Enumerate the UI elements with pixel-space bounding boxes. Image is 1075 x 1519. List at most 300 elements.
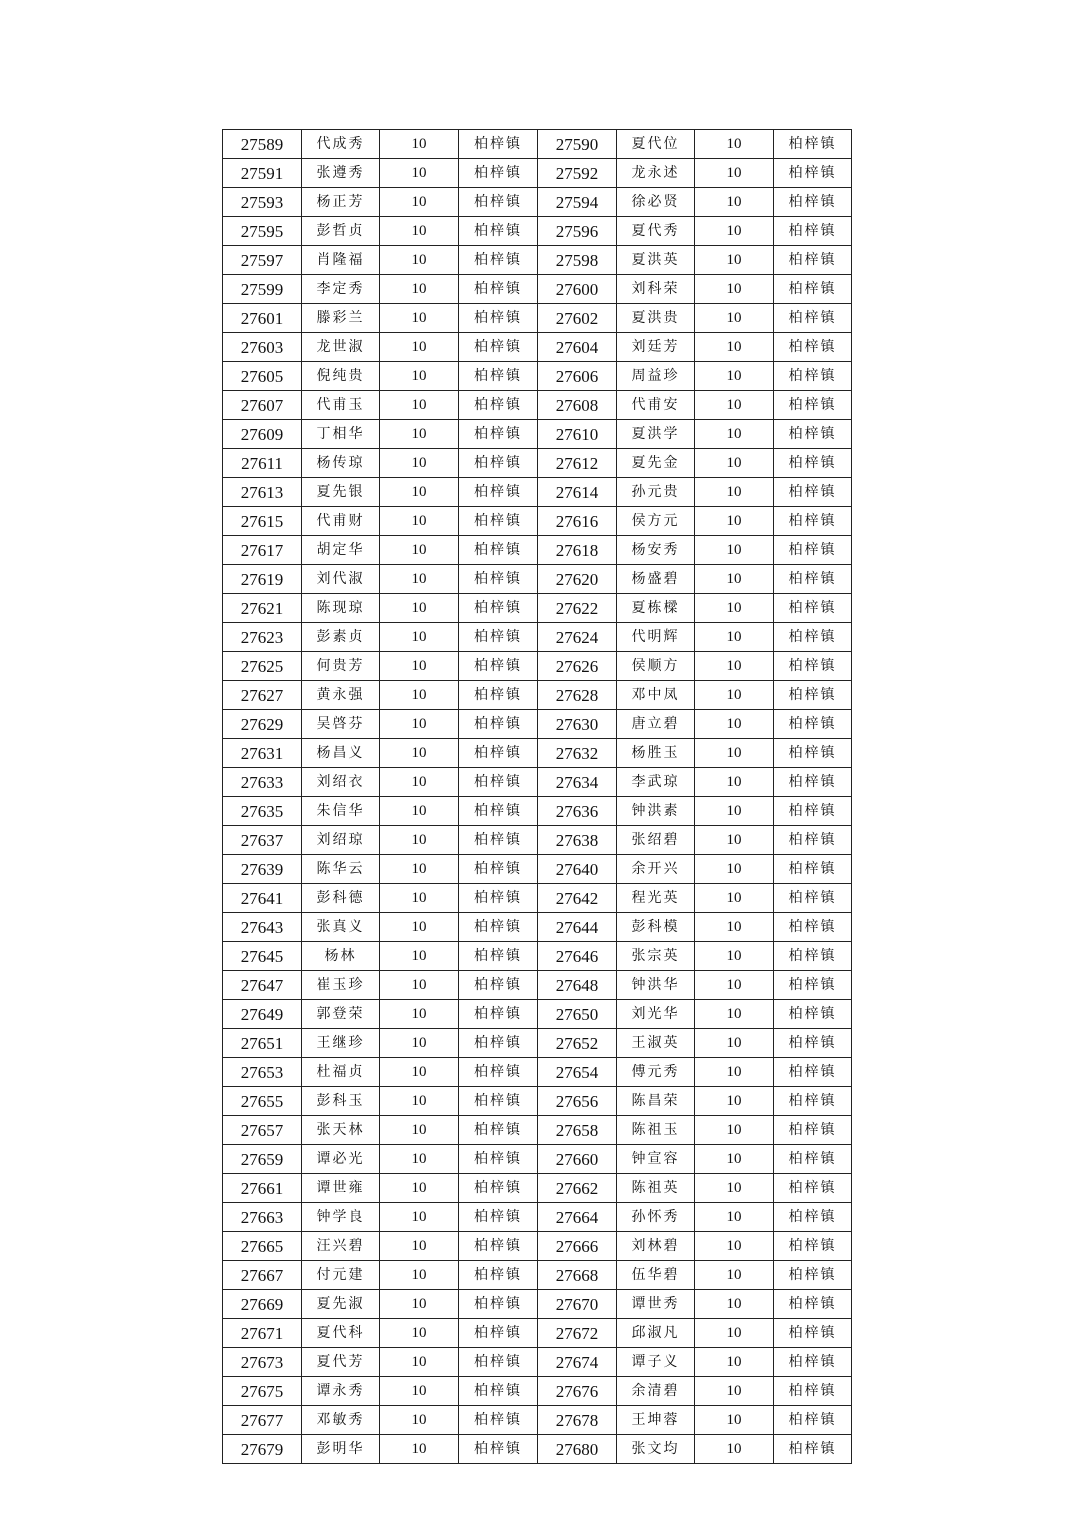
amount-cell: 10: [695, 333, 774, 362]
amount-cell: 10: [695, 1290, 774, 1319]
town-cell: 柏梓镇: [459, 565, 538, 594]
record-id-cell: 27621: [223, 594, 302, 623]
record-id-cell: 27600: [538, 275, 617, 304]
town-cell: 柏梓镇: [774, 652, 852, 681]
table-row: [223, 1087, 852, 1116]
record-id-cell: 27632: [538, 739, 617, 768]
person-name-cell: 吴啓芬: [302, 710, 380, 739]
amount-cell: 10: [695, 710, 774, 739]
person-name-cell: 张天林: [302, 1116, 380, 1145]
record-id-cell: 27598: [538, 246, 617, 275]
record-id-cell: 27597: [223, 246, 302, 275]
record-id-cell: 27661: [223, 1174, 302, 1203]
table-row: [223, 1406, 852, 1435]
person-name-cell: 周益珍: [617, 362, 695, 391]
record-id-cell: 27639: [223, 855, 302, 884]
amount-cell: 10: [695, 1087, 774, 1116]
amount-cell: 10: [695, 478, 774, 507]
record-id-cell: 27642: [538, 884, 617, 913]
town-cell: 柏梓镇: [459, 623, 538, 652]
amount-cell: 10: [380, 1377, 459, 1406]
amount-cell: 10: [380, 855, 459, 884]
amount-cell: 10: [695, 739, 774, 768]
record-id-cell: 27636: [538, 797, 617, 826]
amount-cell: 10: [695, 855, 774, 884]
amount-cell: 10: [380, 884, 459, 913]
table-row: [223, 797, 852, 826]
town-cell: 柏梓镇: [774, 1261, 852, 1290]
amount-cell: 10: [380, 1435, 459, 1464]
amount-cell: 10: [380, 1319, 459, 1348]
town-cell: 柏梓镇: [459, 1116, 538, 1145]
town-cell: 柏梓镇: [774, 913, 852, 942]
record-id-cell: 27668: [538, 1261, 617, 1290]
amount-cell: 10: [695, 1319, 774, 1348]
person-name-cell: 孙元贵: [617, 478, 695, 507]
town-cell: 柏梓镇: [774, 1087, 852, 1116]
person-name-cell: 夏先金: [617, 449, 695, 478]
record-id-cell: 27622: [538, 594, 617, 623]
amount-cell: 10: [380, 623, 459, 652]
amount-cell: 10: [695, 1435, 774, 1464]
town-cell: 柏梓镇: [774, 1319, 852, 1348]
amount-cell: 10: [695, 1232, 774, 1261]
town-cell: 柏梓镇: [459, 1377, 538, 1406]
record-id-cell: 27658: [538, 1116, 617, 1145]
person-name-cell: 伍华碧: [617, 1261, 695, 1290]
amount-cell: 10: [695, 681, 774, 710]
town-cell: 柏梓镇: [459, 1087, 538, 1116]
record-id-cell: 27653: [223, 1058, 302, 1087]
town-cell: 柏梓镇: [774, 246, 852, 275]
amount-cell: 10: [380, 652, 459, 681]
town-cell: 柏梓镇: [774, 130, 852, 159]
town-cell: 柏梓镇: [459, 768, 538, 797]
record-id-cell: 27608: [538, 391, 617, 420]
person-name-cell: 崔玉珍: [302, 971, 380, 1000]
table-row: [223, 246, 852, 275]
table-row: [223, 1029, 852, 1058]
amount-cell: 10: [380, 1348, 459, 1377]
town-cell: 柏梓镇: [774, 710, 852, 739]
record-id-cell: 27616: [538, 507, 617, 536]
table-row: [223, 217, 852, 246]
person-name-cell: 夏洪英: [617, 246, 695, 275]
person-name-cell: 龙世淑: [302, 333, 380, 362]
amount-cell: 10: [695, 246, 774, 275]
table-row: [223, 188, 852, 217]
person-name-cell: 刘绍衣: [302, 768, 380, 797]
person-name-cell: 陈祖玉: [617, 1116, 695, 1145]
town-cell: 柏梓镇: [774, 391, 852, 420]
amount-cell: 10: [695, 1261, 774, 1290]
table-row: [223, 768, 852, 797]
record-id-cell: 27640: [538, 855, 617, 884]
amount-cell: 10: [380, 565, 459, 594]
record-id-cell: 27650: [538, 1000, 617, 1029]
person-name-cell: 杨昌义: [302, 739, 380, 768]
record-id-cell: 27607: [223, 391, 302, 420]
table-row: [223, 971, 852, 1000]
town-cell: 柏梓镇: [774, 1377, 852, 1406]
amount-cell: 10: [695, 1058, 774, 1087]
person-name-cell: 余开兴: [617, 855, 695, 884]
record-id-cell: 27618: [538, 536, 617, 565]
amount-cell: 10: [380, 1058, 459, 1087]
person-name-cell: 夏洪学: [617, 420, 695, 449]
record-id-cell: 27657: [223, 1116, 302, 1145]
person-name-cell: 谭必光: [302, 1145, 380, 1174]
record-id-cell: 27678: [538, 1406, 617, 1435]
person-name-cell: 徐必贤: [617, 188, 695, 217]
record-id-cell: 27675: [223, 1377, 302, 1406]
amount-cell: 10: [380, 507, 459, 536]
table-row: [223, 1145, 852, 1174]
person-name-cell: 彭科玉: [302, 1087, 380, 1116]
person-name-cell: 倪纯贵: [302, 362, 380, 391]
person-name-cell: 李定秀: [302, 275, 380, 304]
person-name-cell: 夏代科: [302, 1319, 380, 1348]
person-name-cell: 黄永强: [302, 681, 380, 710]
amount-cell: 10: [695, 217, 774, 246]
person-name-cell: 杜福贞: [302, 1058, 380, 1087]
person-name-cell: 杨传琼: [302, 449, 380, 478]
record-id-cell: 27591: [223, 159, 302, 188]
town-cell: 柏梓镇: [459, 391, 538, 420]
town-cell: 柏梓镇: [774, 1000, 852, 1029]
person-name-cell: 杨胜玉: [617, 739, 695, 768]
person-name-cell: 杨安秀: [617, 536, 695, 565]
town-cell: 柏梓镇: [459, 942, 538, 971]
record-id-cell: 27610: [538, 420, 617, 449]
table-row: [223, 275, 852, 304]
amount-cell: 10: [695, 362, 774, 391]
record-id-cell: 27601: [223, 304, 302, 333]
person-name-cell: 陈华云: [302, 855, 380, 884]
person-name-cell: 夏代秀: [617, 217, 695, 246]
person-name-cell: 邓中凤: [617, 681, 695, 710]
record-id-cell: 27665: [223, 1232, 302, 1261]
roster-table: [222, 129, 852, 1464]
town-cell: 柏梓镇: [774, 1145, 852, 1174]
person-name-cell: 彭科德: [302, 884, 380, 913]
amount-cell: 10: [695, 420, 774, 449]
amount-cell: 10: [695, 449, 774, 478]
amount-cell: 10: [695, 536, 774, 565]
amount-cell: 10: [380, 536, 459, 565]
table-row: [223, 1232, 852, 1261]
amount-cell: 10: [695, 623, 774, 652]
table-row: [223, 1319, 852, 1348]
amount-cell: 10: [695, 1029, 774, 1058]
record-id-cell: 27673: [223, 1348, 302, 1377]
person-name-cell: 代明辉: [617, 623, 695, 652]
town-cell: 柏梓镇: [774, 1203, 852, 1232]
table-row: [223, 652, 852, 681]
town-cell: 柏梓镇: [774, 681, 852, 710]
table-row: [223, 159, 852, 188]
record-id-cell: 27614: [538, 478, 617, 507]
town-cell: 柏梓镇: [774, 594, 852, 623]
amount-cell: 10: [695, 159, 774, 188]
record-id-cell: 27593: [223, 188, 302, 217]
record-id-cell: 27677: [223, 1406, 302, 1435]
person-name-cell: 刘科荣: [617, 275, 695, 304]
person-name-cell: 陈昌荣: [617, 1087, 695, 1116]
record-id-cell: 27631: [223, 739, 302, 768]
record-id-cell: 27592: [538, 159, 617, 188]
town-cell: 柏梓镇: [459, 536, 538, 565]
town-cell: 柏梓镇: [774, 478, 852, 507]
record-id-cell: 27644: [538, 913, 617, 942]
person-name-cell: 彭科模: [617, 913, 695, 942]
record-id-cell: 27609: [223, 420, 302, 449]
table-row: [223, 1261, 852, 1290]
town-cell: 柏梓镇: [774, 797, 852, 826]
town-cell: 柏梓镇: [459, 159, 538, 188]
person-name-cell: 张绍碧: [617, 826, 695, 855]
amount-cell: 10: [695, 884, 774, 913]
record-id-cell: 27670: [538, 1290, 617, 1319]
amount-cell: 10: [695, 1203, 774, 1232]
amount-cell: 10: [695, 1116, 774, 1145]
person-name-cell: 刘光华: [617, 1000, 695, 1029]
record-id-cell: 27615: [223, 507, 302, 536]
amount-cell: 10: [380, 971, 459, 1000]
town-cell: 柏梓镇: [774, 362, 852, 391]
town-cell: 柏梓镇: [774, 420, 852, 449]
record-id-cell: 27655: [223, 1087, 302, 1116]
town-cell: 柏梓镇: [774, 1174, 852, 1203]
person-name-cell: 陈祖英: [617, 1174, 695, 1203]
person-name-cell: 程光英: [617, 884, 695, 913]
person-name-cell: 代甫财: [302, 507, 380, 536]
record-id-cell: 27647: [223, 971, 302, 1000]
amount-cell: 10: [695, 971, 774, 1000]
table-row: [223, 1058, 852, 1087]
table-row: [223, 1348, 852, 1377]
table-row: [223, 1116, 852, 1145]
record-id-cell: 27619: [223, 565, 302, 594]
town-cell: 柏梓镇: [459, 333, 538, 362]
amount-cell: 10: [380, 333, 459, 362]
town-cell: 柏梓镇: [459, 681, 538, 710]
record-id-cell: 27623: [223, 623, 302, 652]
record-id-cell: 27664: [538, 1203, 617, 1232]
amount-cell: 10: [380, 710, 459, 739]
amount-cell: 10: [380, 1261, 459, 1290]
amount-cell: 10: [380, 942, 459, 971]
person-name-cell: 滕彩兰: [302, 304, 380, 333]
town-cell: 柏梓镇: [459, 739, 538, 768]
table-row: [223, 594, 852, 623]
amount-cell: 10: [380, 304, 459, 333]
amount-cell: 10: [380, 391, 459, 420]
person-name-cell: 张真义: [302, 913, 380, 942]
amount-cell: 10: [380, 594, 459, 623]
town-cell: 柏梓镇: [459, 1000, 538, 1029]
record-id-cell: 27590: [538, 130, 617, 159]
record-id-cell: 27669: [223, 1290, 302, 1319]
person-name-cell: 侯方元: [617, 507, 695, 536]
town-cell: 柏梓镇: [774, 971, 852, 1000]
town-cell: 柏梓镇: [459, 1058, 538, 1087]
amount-cell: 10: [695, 942, 774, 971]
amount-cell: 10: [380, 478, 459, 507]
roster-table-body: [223, 130, 852, 1464]
person-name-cell: 谭子义: [617, 1348, 695, 1377]
record-id-cell: 27643: [223, 913, 302, 942]
table-row: [223, 1174, 852, 1203]
town-cell: 柏梓镇: [459, 884, 538, 913]
town-cell: 柏梓镇: [774, 739, 852, 768]
table-row: [223, 710, 852, 739]
amount-cell: 10: [695, 1145, 774, 1174]
person-name-cell: 夏栋樑: [617, 594, 695, 623]
amount-cell: 10: [380, 449, 459, 478]
amount-cell: 10: [695, 594, 774, 623]
record-id-cell: 27663: [223, 1203, 302, 1232]
amount-cell: 10: [695, 304, 774, 333]
table-row: [223, 420, 852, 449]
amount-cell: 10: [695, 1377, 774, 1406]
town-cell: 柏梓镇: [774, 942, 852, 971]
person-name-cell: 夏代位: [617, 130, 695, 159]
amount-cell: 10: [695, 768, 774, 797]
amount-cell: 10: [695, 826, 774, 855]
person-name-cell: 谭永秀: [302, 1377, 380, 1406]
person-name-cell: 夏洪贵: [617, 304, 695, 333]
amount-cell: 10: [380, 217, 459, 246]
record-id-cell: 27660: [538, 1145, 617, 1174]
record-id-cell: 27637: [223, 826, 302, 855]
record-id-cell: 27672: [538, 1319, 617, 1348]
town-cell: 柏梓镇: [459, 1319, 538, 1348]
record-id-cell: 27651: [223, 1029, 302, 1058]
record-id-cell: 27654: [538, 1058, 617, 1087]
person-name-cell: 彭明华: [302, 1435, 380, 1464]
town-cell: 柏梓镇: [459, 275, 538, 304]
person-name-cell: 唐立碧: [617, 710, 695, 739]
town-cell: 柏梓镇: [774, 188, 852, 217]
record-id-cell: 27666: [538, 1232, 617, 1261]
table-row: [223, 1290, 852, 1319]
record-id-cell: 27603: [223, 333, 302, 362]
person-name-cell: 龙永述: [617, 159, 695, 188]
amount-cell: 10: [695, 507, 774, 536]
person-name-cell: 夏代芳: [302, 1348, 380, 1377]
town-cell: 柏梓镇: [459, 913, 538, 942]
table-row: [223, 942, 852, 971]
town-cell: 柏梓镇: [459, 1029, 538, 1058]
record-id-cell: 27620: [538, 565, 617, 594]
record-id-cell: 27624: [538, 623, 617, 652]
table-row: [223, 1203, 852, 1232]
town-cell: 柏梓镇: [774, 1232, 852, 1261]
town-cell: 柏梓镇: [459, 855, 538, 884]
town-cell: 柏梓镇: [459, 971, 538, 1000]
record-id-cell: 27594: [538, 188, 617, 217]
town-cell: 柏梓镇: [459, 797, 538, 826]
record-id-cell: 27652: [538, 1029, 617, 1058]
table-row: [223, 913, 852, 942]
amount-cell: 10: [695, 913, 774, 942]
town-cell: 柏梓镇: [459, 1145, 538, 1174]
amount-cell: 10: [695, 652, 774, 681]
amount-cell: 10: [380, 362, 459, 391]
town-cell: 柏梓镇: [459, 217, 538, 246]
town-cell: 柏梓镇: [774, 1116, 852, 1145]
record-id-cell: 27648: [538, 971, 617, 1000]
table-row: [223, 855, 852, 884]
person-name-cell: 傅元秀: [617, 1058, 695, 1087]
person-name-cell: 汪兴碧: [302, 1232, 380, 1261]
record-id-cell: 27671: [223, 1319, 302, 1348]
record-id-cell: 27604: [538, 333, 617, 362]
person-name-cell: 郭登荣: [302, 1000, 380, 1029]
record-id-cell: 27596: [538, 217, 617, 246]
town-cell: 柏梓镇: [774, 623, 852, 652]
person-name-cell: 钟洪华: [617, 971, 695, 1000]
town-cell: 柏梓镇: [459, 1435, 538, 1464]
record-id-cell: 27635: [223, 797, 302, 826]
table-row: [223, 565, 852, 594]
amount-cell: 10: [380, 913, 459, 942]
person-name-cell: 夏先淑: [302, 1290, 380, 1319]
town-cell: 柏梓镇: [774, 449, 852, 478]
town-cell: 柏梓镇: [459, 1174, 538, 1203]
amount-cell: 10: [380, 1232, 459, 1261]
town-cell: 柏梓镇: [459, 478, 538, 507]
town-cell: 柏梓镇: [459, 652, 538, 681]
town-cell: 柏梓镇: [774, 1406, 852, 1435]
amount-cell: 10: [380, 768, 459, 797]
record-id-cell: 27679: [223, 1435, 302, 1464]
record-id-cell: 27626: [538, 652, 617, 681]
town-cell: 柏梓镇: [774, 1058, 852, 1087]
amount-cell: 10: [380, 739, 459, 768]
town-cell: 柏梓镇: [774, 1348, 852, 1377]
record-id-cell: 27633: [223, 768, 302, 797]
person-name-cell: 谭世雍: [302, 1174, 380, 1203]
person-name-cell: 代甫玉: [302, 391, 380, 420]
person-name-cell: 何贵芳: [302, 652, 380, 681]
town-cell: 柏梓镇: [774, 565, 852, 594]
amount-cell: 10: [380, 681, 459, 710]
table-row: [223, 681, 852, 710]
person-name-cell: 朱信华: [302, 797, 380, 826]
person-name-cell: 钟洪素: [617, 797, 695, 826]
person-name-cell: 杨正芳: [302, 188, 380, 217]
person-name-cell: 王淑英: [617, 1029, 695, 1058]
amount-cell: 10: [695, 1348, 774, 1377]
amount-cell: 10: [695, 1000, 774, 1029]
person-name-cell: 余清碧: [617, 1377, 695, 1406]
person-name-cell: 丁相华: [302, 420, 380, 449]
town-cell: 柏梓镇: [459, 1232, 538, 1261]
table-row: [223, 1435, 852, 1464]
person-name-cell: 代成秀: [302, 130, 380, 159]
table-row: [223, 391, 852, 420]
amount-cell: 10: [695, 565, 774, 594]
record-id-cell: 27595: [223, 217, 302, 246]
record-id-cell: 27662: [538, 1174, 617, 1203]
record-id-cell: 27627: [223, 681, 302, 710]
town-cell: 柏梓镇: [774, 1435, 852, 1464]
amount-cell: 10: [380, 188, 459, 217]
town-cell: 柏梓镇: [774, 1290, 852, 1319]
town-cell: 柏梓镇: [774, 275, 852, 304]
